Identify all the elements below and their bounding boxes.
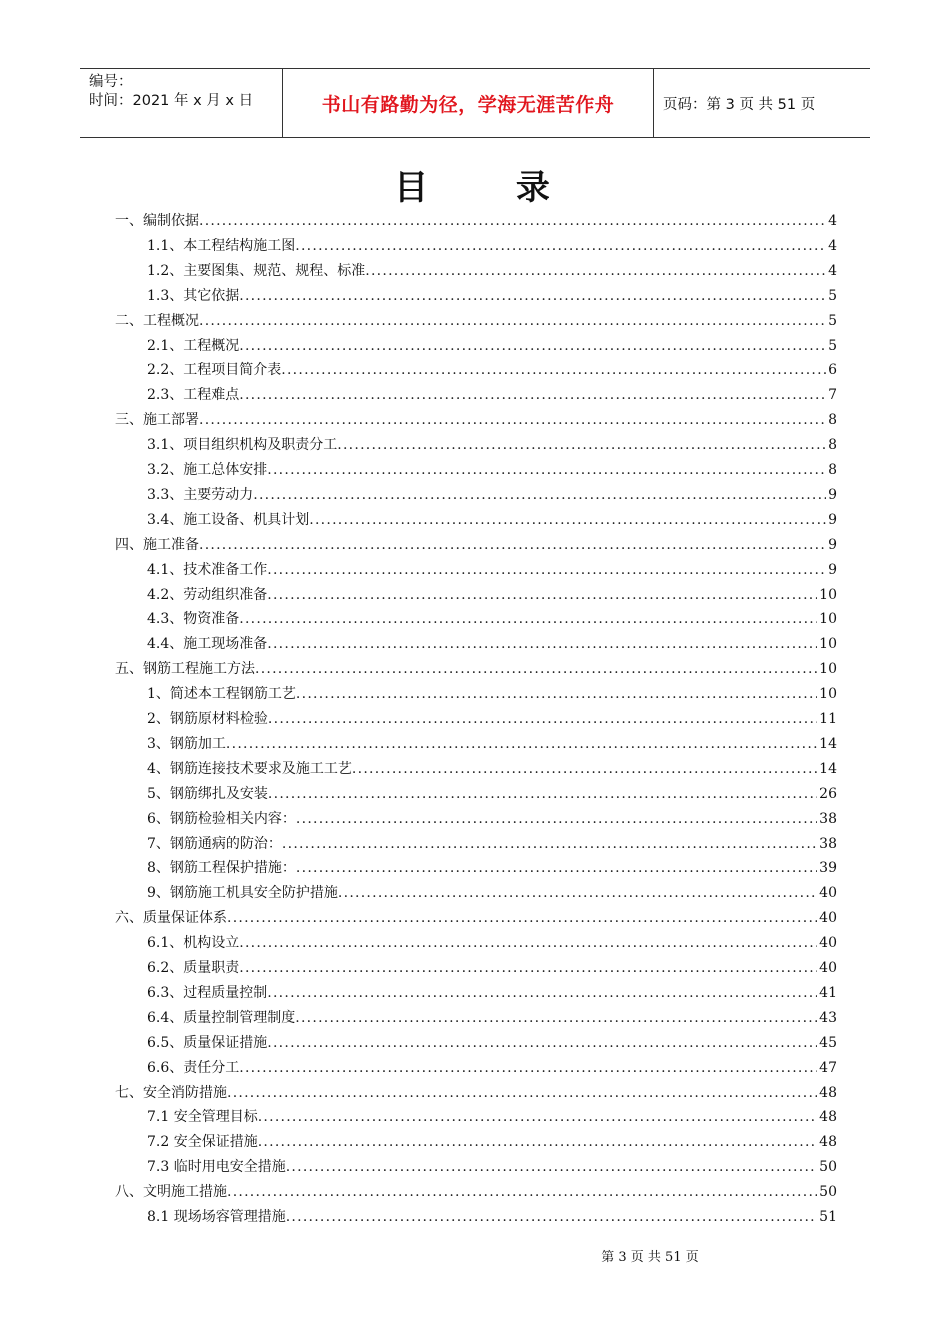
toc-leader-dots	[295, 1006, 817, 1031]
toc-entry[interactable]	[147, 334, 837, 359]
toc-entry[interactable]	[147, 583, 837, 608]
toc-entry-page: 26	[819, 785, 837, 802]
toc-entry[interactable]	[147, 358, 837, 383]
toc-entry[interactable]	[115, 309, 837, 334]
toc-entry-label: 7.3 临时用电安全措施	[147, 1159, 286, 1176]
toc-entry-page: 38	[819, 810, 837, 827]
toc-entry-label: 3、钢筋加工	[147, 735, 226, 752]
toc-leader-dots	[227, 906, 817, 931]
toc-entry-label: 八、文明施工措施	[115, 1184, 227, 1201]
toc-leader-dots	[227, 1081, 817, 1106]
toc-entry-page: 10	[819, 636, 837, 653]
toc-leader-dots	[268, 707, 817, 732]
toc-entry[interactable]	[147, 458, 837, 483]
toc-entry-label: 1.2、主要图集、规范、规程、标准	[147, 262, 366, 279]
toc-entry-label: 2、钢筋原材料检验	[147, 711, 268, 727]
toc-leader-dots	[255, 657, 817, 682]
toc-entry[interactable]	[147, 1056, 837, 1081]
page-header	[80, 68, 870, 138]
toc-leader-dots	[199, 408, 826, 433]
toc-leader-dots	[286, 1155, 817, 1180]
toc-entry-label: 4、钢筋连接技术要求及施工工艺	[147, 760, 352, 777]
toc-entry-label: 6、钢筋检验相关内容：	[147, 810, 296, 827]
toc-entry-label: 1、简述本工程钢筋工艺	[147, 686, 296, 703]
toc-entry-page: 9	[828, 486, 837, 503]
toc-entry[interactable]	[147, 856, 837, 881]
toc-entry-page: 48	[819, 1134, 837, 1151]
toc-entry-page: 39	[819, 860, 837, 877]
toc-entry[interactable]	[115, 657, 837, 682]
toc-entry[interactable]	[147, 558, 837, 583]
toc-entry-label: 6.4、质量控制管理制度	[147, 1009, 296, 1026]
toc-entry-label: 2.1、工程概况	[147, 337, 240, 354]
toc-leader-dots	[239, 956, 817, 981]
toc-entry[interactable]	[147, 682, 837, 707]
toc-entry[interactable]	[147, 632, 837, 657]
toc-entry-page: 5	[828, 287, 837, 304]
toc-entry-label: 8.1 现场场容管理措施	[147, 1209, 286, 1225]
toc-entry-label: 2.2、工程项目简介表	[147, 362, 282, 379]
toc-leader-dots	[258, 1130, 817, 1155]
toc-entry[interactable]	[115, 1081, 837, 1106]
toc-entry-label: 6.6、责任分工	[147, 1059, 240, 1076]
toc-entry[interactable]	[147, 732, 837, 757]
toc-entry-label: 三、施工部署	[115, 412, 199, 429]
toc-entry-page: 51	[819, 1209, 837, 1225]
toc-entry-label: 二、工程概况	[115, 312, 199, 329]
toc-entry[interactable]	[147, 259, 837, 284]
toc-leader-dots	[239, 284, 826, 309]
toc-entry-label: 4.1、技术准备工作	[147, 561, 268, 578]
toc-leader-dots	[295, 234, 826, 259]
toc-entry[interactable]	[147, 383, 837, 408]
toc-leader-dots	[267, 981, 817, 1006]
toc-entry[interactable]	[115, 906, 837, 931]
toc-entry[interactable]	[147, 1205, 837, 1230]
toc-leader-dots	[239, 334, 826, 359]
toc-entry-label: 1.1、本工程结构施工图	[147, 237, 296, 254]
toc-entry-page: 14	[819, 735, 837, 752]
toc-entry-page: 41	[819, 984, 837, 1001]
toc-leader-dots	[282, 832, 817, 857]
toc-leader-dots	[239, 1056, 817, 1081]
toc-entry-page: 8	[828, 462, 837, 478]
toc-entry-label: 3.1、项目组织机构及职责分工	[147, 437, 338, 454]
toc-entry-page: 6	[828, 362, 837, 379]
toc-entry[interactable]	[147, 607, 837, 632]
toc-leader-dots	[267, 458, 826, 483]
toc-entry-page: 9	[828, 561, 837, 578]
toc-entry-page: 4	[828, 213, 837, 229]
toc-entry-page: 43	[819, 1009, 837, 1026]
toc-entry-label: 五、钢筋工程施工方法	[115, 661, 255, 678]
toc-leader-dots	[199, 209, 826, 234]
toc-entry-label: 6.1、机构设立	[147, 935, 240, 952]
header-motto: 书山有路勤为径，学海无涯苦作舟	[282, 69, 654, 137]
toc-entry[interactable]	[147, 508, 837, 533]
toc-entry-page: 50	[819, 1184, 837, 1201]
toc-entry-label: 四、施工准备	[115, 536, 199, 553]
toc-leader-dots	[296, 682, 817, 707]
toc-entry[interactable]	[147, 1105, 837, 1130]
toc-entry-page: 4	[828, 262, 837, 279]
toc-entry[interactable]	[147, 881, 837, 906]
toc-leader-dots	[281, 358, 826, 383]
toc-entry-label: 7.1 安全管理目标	[147, 1109, 258, 1126]
toc-leader-dots	[267, 583, 817, 608]
toc-entry-page: 47	[819, 1059, 837, 1076]
toc-entry-label: 5、钢筋绑扎及安装	[147, 785, 268, 802]
toc-entry-label: 4.2、劳动组织准备	[147, 586, 268, 603]
toc-leader-dots	[267, 558, 826, 583]
toc-entry-label: 3.3、主要劳动力	[147, 486, 254, 503]
toc-entry[interactable]	[147, 1130, 837, 1155]
toc-entry-label: 7、钢筋通病的防治：	[147, 835, 282, 852]
toc-entry-page: 10	[819, 686, 837, 703]
toc-entry[interactable]	[147, 981, 837, 1006]
toc-entry-label: 4.4、施工现场准备	[147, 636, 268, 653]
toc-entry-page: 11	[819, 711, 837, 727]
toc-entry-page: 5	[828, 312, 837, 329]
toc-entry[interactable]	[147, 284, 837, 309]
toc-entry-page: 9	[828, 511, 837, 528]
toc-entry[interactable]	[147, 707, 837, 732]
toc-entry-label: 6.2、质量职责	[147, 960, 240, 976]
toc-entry-label: 3.4、施工设备、机具计划	[147, 511, 310, 528]
toc-entry-page: 40	[819, 935, 837, 952]
toc-leader-dots	[296, 807, 817, 832]
toc-entry-page: 50	[819, 1159, 837, 1176]
toc-leader-dots	[253, 483, 826, 508]
toc-entry[interactable]	[147, 956, 837, 981]
toc-entry-page: 40	[819, 960, 837, 976]
toc-leader-dots	[258, 1105, 817, 1130]
toc-entry-page: 5	[828, 337, 837, 354]
toc-entry-page: 7	[828, 387, 837, 404]
toc-leader-dots	[239, 607, 817, 632]
toc-leader-dots	[352, 757, 817, 782]
toc-entry-label: 一、编制依据	[115, 213, 199, 229]
toc-entry-page: 8	[828, 412, 837, 429]
toc-entry-label: 7.2 安全保证措施	[147, 1134, 258, 1151]
toc-entry[interactable]	[147, 1155, 837, 1180]
toc-entry-label: 七、安全消防措施	[115, 1084, 227, 1101]
toc-entry-label: 6.5、质量保证措施	[147, 1034, 268, 1051]
document-number-label: 编号：	[89, 74, 133, 90]
toc-entry-label: 9、钢筋施工机具安全防护措施	[147, 885, 338, 902]
toc-entry-page: 40	[819, 885, 837, 902]
toc-entry-page: 10	[819, 661, 837, 678]
toc-leader-dots	[338, 881, 817, 906]
toc-leader-dots	[239, 931, 817, 956]
toc-entry[interactable]	[147, 807, 837, 832]
toc-entry-label: 4.3、物资准备	[147, 611, 240, 628]
toc-leader-dots	[267, 632, 817, 657]
toc-entry-page: 48	[819, 1109, 837, 1126]
toc-entry-label: 1.3、其它依据	[147, 287, 240, 304]
toc-entry-page: 4	[828, 237, 837, 254]
toc-leader-dots	[199, 309, 826, 334]
toc-entry-label: 六、质量保证体系	[115, 910, 227, 927]
page-footer: 第 3 页 共 51 页	[601, 1250, 699, 1265]
toc-entry[interactable]	[115, 1180, 837, 1205]
toc-entry-label: 8、钢筋工程保护措施：	[147, 860, 296, 877]
toc-leader-dots	[199, 533, 826, 558]
toc-entry[interactable]	[147, 757, 837, 782]
toc-entry[interactable]	[147, 483, 837, 508]
toc-entry-page: 48	[819, 1084, 837, 1101]
page-title: 目 录	[394, 168, 588, 208]
toc-leader-dots	[239, 383, 826, 408]
toc-leader-dots	[286, 1205, 817, 1230]
toc-entry-label: 3.2、施工总体安排	[147, 462, 268, 478]
toc-entry-page: 38	[819, 835, 837, 852]
toc-entry[interactable]	[115, 408, 837, 433]
toc-entry-page: 45	[819, 1034, 837, 1051]
toc-entry[interactable]	[115, 209, 837, 234]
toc-leader-dots	[309, 508, 826, 533]
toc-entry-page: 9	[828, 536, 837, 553]
toc-entry-label: 2.3、工程难点	[147, 387, 240, 404]
toc-leader-dots	[268, 782, 817, 807]
toc-leader-dots	[365, 259, 826, 284]
toc-entry[interactable]	[147, 234, 837, 259]
toc-entry[interactable]	[147, 782, 837, 807]
toc-entry-page: 40	[819, 910, 837, 927]
toc-entry[interactable]	[115, 533, 837, 558]
toc-entry[interactable]	[147, 433, 837, 458]
toc-entry-page: 14	[819, 760, 837, 777]
toc-entry[interactable]	[147, 1031, 837, 1056]
toc-leader-dots	[337, 433, 826, 458]
toc-entry-label: 6.3、过程质量控制	[147, 984, 268, 1001]
toc-entry-page: 8	[828, 437, 837, 454]
toc-leader-dots	[296, 856, 817, 881]
toc-leader-dots	[227, 1180, 817, 1205]
toc-leader-dots	[267, 1031, 817, 1056]
toc-leader-dots	[226, 732, 817, 757]
toc-entry[interactable]	[147, 1006, 837, 1031]
toc-entry-page: 10	[819, 611, 837, 628]
document-time-label: 时间：2021 年 x 月 x 日	[89, 93, 254, 109]
header-page-info: 页码：第 3 页 共 51 页	[663, 96, 816, 113]
toc-entry[interactable]	[147, 931, 837, 956]
toc-entry-page: 10	[819, 586, 837, 603]
header-meta	[80, 69, 282, 137]
toc-entry[interactable]	[147, 832, 837, 857]
